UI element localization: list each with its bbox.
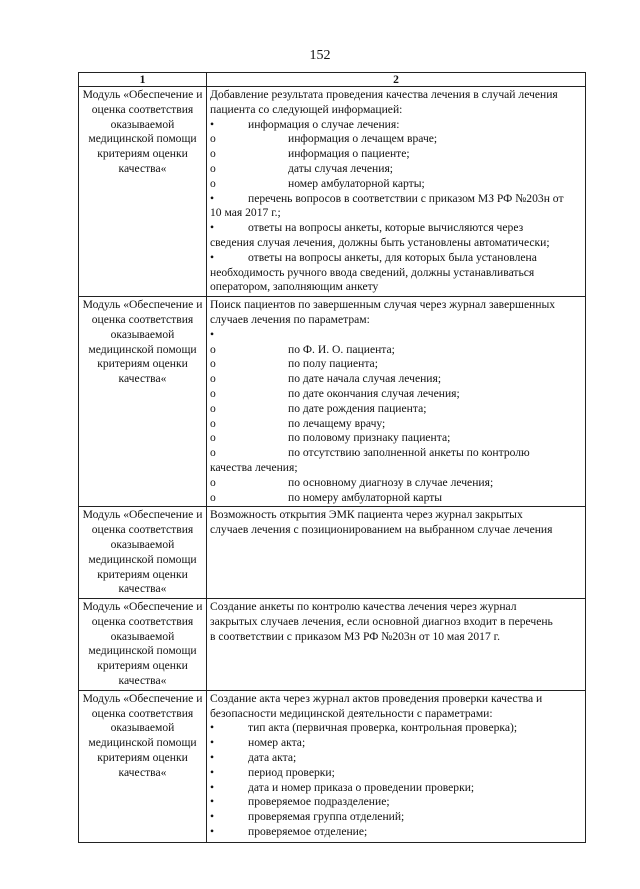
module-name-cell: Модуль «Обеспечение и оценка соответствия оказываемой медицинской помощи критериям оценки качества« [79, 297, 207, 507]
module-name-cell: Модуль «Обеспечение и оценка соответствия оказываемой медицинской помощи критериям оценки качества« [79, 690, 207, 842]
requirement-line [210, 446, 582, 461]
list-marker: • [210, 250, 215, 264]
requirement-text: Создание акта через журнал актов проведения проверки качества и [210, 691, 543, 705]
requirement-text: по половому признаку пациента; [288, 431, 451, 445]
requirement-text: перечень вопросов в соответствии с приказом МЗ РФ №203н от [248, 191, 564, 205]
requirement-text: случаев лечения по параметрам: [210, 312, 370, 326]
requirement-line [210, 118, 582, 133]
requirement-text: по отсутствию заполненной анкеты по контролю [288, 446, 530, 460]
list-marker: • [210, 780, 215, 794]
requirement-line [210, 491, 582, 506]
list-marker: • [210, 191, 215, 205]
requirements-table [78, 72, 586, 843]
requirement-line [210, 402, 582, 417]
table-body [79, 87, 586, 843]
requirement-cell [207, 297, 586, 507]
requirement-line [210, 206, 582, 221]
list-marker: o [210, 475, 216, 489]
requirement-line [210, 630, 582, 645]
requirement-text: дата и номер приказа о проведении проверки; [248, 780, 475, 794]
module-name-cell: Модуль «Обеспечение и оценка соответствия оказываемой медицинской помощи критериям оценки качества« [79, 599, 207, 691]
module-name-cell: Модуль «Обеспечение и оценка соответствия оказываемой медицинской помощи критериям оценки качества« [79, 507, 207, 599]
list-marker: • [210, 221, 215, 235]
requirement-line [210, 357, 582, 372]
requirement-text: по основному диагнозу в случае лечения; [288, 475, 494, 489]
requirement-text: безопасности медицинской деятельности с параметрами: [210, 706, 493, 720]
requirement-text: информация о пациенте; [288, 147, 410, 161]
requirement-line [210, 328, 582, 343]
requirement-line [210, 103, 582, 118]
table-row [79, 297, 586, 507]
module-name-cell: Модуль «Обеспечение и оценка соответствия оказываемой медицинской помощи критериям оценки качества« [79, 87, 207, 297]
requirement-line [210, 721, 582, 736]
requirement-text: информация о лечащем враче; [288, 132, 438, 146]
requirement-line [210, 736, 582, 751]
list-marker: o [210, 416, 216, 430]
requirement-line [210, 476, 582, 491]
requirement-text: Поиск пациентов по завершенным случая через журнал завершенных [210, 298, 556, 312]
requirement-text: случаев лечения с позиционированием на выбранном случае лечения [210, 523, 553, 537]
list-marker: o [210, 431, 216, 445]
list-marker: • [210, 765, 215, 779]
list-marker: • [210, 825, 215, 839]
list-marker: o [210, 372, 216, 386]
requirement-text: оператором, заполняющим анкету [210, 280, 379, 294]
requirement-text: необходимость ручного ввода сведений, должны устанавливаться [210, 265, 535, 279]
requirement-text: проверяемая группа отделений; [248, 810, 405, 824]
requirement-line [210, 162, 582, 177]
requirement-line [210, 523, 582, 538]
requirement-line [210, 417, 582, 432]
table-row [79, 507, 586, 599]
requirement-text: по Ф. И. О. пациента; [288, 342, 395, 356]
requirement-text: номер акта; [248, 736, 306, 750]
requirement-text: проверяемое подразделение; [248, 795, 390, 809]
requirement-text: пациента со следующей информацией: [210, 102, 403, 116]
requirement-line [210, 88, 582, 103]
requirement-line [210, 508, 582, 523]
requirement-cell [207, 599, 586, 691]
list-marker: • [210, 117, 215, 131]
requirement-line [210, 372, 582, 387]
requirement-text: по дате окончания случая лечения; [288, 386, 460, 400]
requirement-text: закрытых случаев лечения, если основной диагноз входит в перечень [210, 614, 553, 628]
requirement-text: Добавление результата проведения качества лечения в случай лечения [210, 88, 558, 101]
requirement-line [210, 751, 582, 766]
requirement-line [210, 810, 582, 825]
requirement-line [210, 236, 582, 251]
requirement-line [210, 280, 582, 295]
requirement-text: проверяемое отделение; [248, 825, 368, 839]
list-marker: o [210, 147, 216, 161]
list-marker: o [210, 342, 216, 356]
list-marker: • [210, 721, 215, 735]
list-marker: o [210, 386, 216, 400]
list-marker: • [210, 327, 215, 341]
requirement-line [210, 766, 582, 781]
requirement-line [210, 132, 582, 147]
requirement-text: даты случая лечения; [288, 161, 394, 175]
list-marker: o [210, 132, 216, 146]
list-marker: • [210, 751, 215, 765]
requirement-line [210, 298, 582, 313]
requirement-text: ответы на вопросы анкеты, для которых была установлена [248, 250, 537, 264]
requirement-line [210, 615, 582, 630]
list-marker: • [210, 795, 215, 809]
table-row [79, 87, 586, 297]
table-row [79, 690, 586, 842]
list-marker: o [210, 446, 216, 460]
table-row [79, 599, 586, 691]
requirement-text: по лечащему врачу; [288, 416, 386, 430]
requirement-text: период проверки; [248, 765, 335, 779]
requirement-line [210, 600, 582, 615]
requirement-text: по полу пациента; [288, 357, 378, 371]
requirement-text: номер амбулаторной карты; [288, 176, 425, 190]
requirement-line [210, 177, 582, 192]
page-number: 152 [309, 48, 331, 63]
requirement-cell [207, 690, 586, 842]
requirement-text: ответы на вопросы анкеты, которые вычисляются через [248, 221, 524, 235]
requirement-text: по номеру амбулаторной карты [288, 490, 443, 504]
requirement-text: дата акта; [248, 751, 297, 765]
list-marker: • [210, 736, 215, 750]
requirement-line [210, 781, 582, 796]
requirement-text: 10 мая 2017 г.; [210, 206, 281, 220]
requirement-text: сведения случая лечения, должны быть установлены автоматически; [210, 235, 550, 249]
requirement-text: по дате рождения пациента; [288, 401, 427, 415]
requirement-line [210, 461, 582, 476]
table-header-row [79, 73, 586, 87]
requirement-text: информация о случае лечения: [248, 117, 400, 131]
requirement-text: Создание анкеты по контролю качества лечения через журнал [210, 600, 517, 614]
requirement-text: тип акта (первичная проверка, контрольная проверка); [248, 721, 518, 735]
requirement-line [210, 343, 582, 358]
column-header-2: 2 [207, 73, 586, 87]
requirement-line [210, 692, 582, 707]
list-marker: o [210, 490, 216, 504]
list-marker: • [210, 810, 215, 824]
requirement-line [210, 221, 582, 236]
list-marker: o [210, 357, 216, 371]
list-marker: o [210, 161, 216, 175]
list-marker: o [210, 176, 216, 190]
requirement-line [210, 431, 582, 446]
requirement-line [210, 387, 582, 402]
requirement-line [210, 266, 582, 281]
requirement-line [210, 192, 582, 207]
requirement-text: по дате начала случая лечения; [288, 372, 442, 386]
requirement-text: качества лечения; [210, 460, 298, 474]
requirement-line [210, 251, 582, 266]
requirement-text: в соответствии с приказом МЗ РФ №203н от 10 мая 2017 г. [210, 629, 501, 643]
requirement-line [210, 795, 582, 810]
column-header-1: 1 [79, 73, 207, 87]
requirement-line [210, 147, 582, 162]
requirement-line [210, 313, 582, 328]
requirement-cell [207, 87, 586, 297]
requirement-text: Возможность открытия ЭМК пациента через журнал закрытых [210, 508, 523, 522]
requirement-cell [207, 507, 586, 599]
requirement-line [210, 707, 582, 722]
list-marker: o [210, 401, 216, 415]
requirement-line [210, 825, 582, 840]
